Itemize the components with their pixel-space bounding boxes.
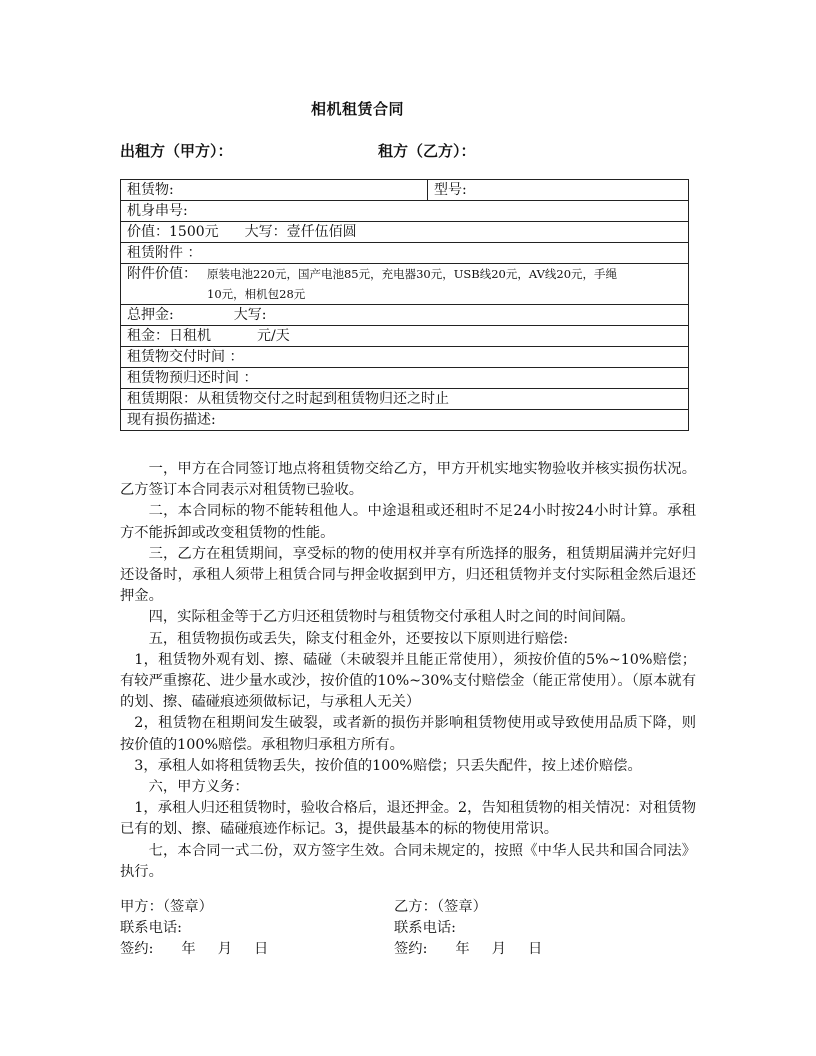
clause-4: 四，实际租金等于乙方归还租赁物时与租赁物交付承租人时之间的时间间隔。 <box>148 609 635 626</box>
clause-5-item-3: 3，承租人如将租赁物丢失，按价值的100%赔偿；只丢失配件，按上述价赔偿。 <box>134 757 642 774</box>
table-row <box>121 326 689 347</box>
month-label: 月 <box>217 941 233 957</box>
rent-unit: 元/天 <box>257 328 290 344</box>
model-cell <box>428 180 689 201</box>
party-b-sign-date <box>394 939 542 960</box>
day-label: 日 <box>528 941 543 957</box>
table-row <box>121 389 689 410</box>
clause-6-items: 1，承租人归还租赁物时，验收合格后，退还押金。2，告知租赁物的相关情况：对租赁物已有的划、擦、磕碰痕迹作标记。3，提供最基本的标的物使用常识。 <box>120 800 696 838</box>
party-b-label: 租方（乙方）： <box>378 142 476 160</box>
table-row <box>121 368 689 389</box>
rent-label: 租金：日租机 <box>127 328 211 344</box>
party-a-phone-label: 联系电话: <box>120 920 183 936</box>
table-row <box>121 201 689 222</box>
clause-7: 七，本合同一式二份，双方签字生效。合同未规定的，按照《中华人民共和国合同法》执行。 <box>120 842 696 880</box>
delivery-time-label: 租赁物交付时间 ： <box>127 349 244 365</box>
accessories-cell <box>121 243 689 264</box>
rental-item-label: 租赁物: <box>127 182 174 198</box>
period-cell <box>121 389 689 410</box>
value-caps: 大写：壹仟伍佰圆 <box>244 224 357 240</box>
clause-3: 三，乙方在租赁期间，享受标的物的使用权并享有所选择的服务，租赁期届满并完好归还设备时，承租人须带上租赁合同与押金收据到甲方，归还租赁物并支付实际租金然后退还押金。 <box>120 545 696 605</box>
party-a-sign-date <box>120 939 268 960</box>
signature-block-party-a <box>120 897 268 960</box>
serial-label: 机身串号: <box>127 203 188 219</box>
accessory-value-line2: 10元，相机包28元 <box>207 287 306 301</box>
deposit-caps-label: 大写: <box>233 307 267 323</box>
party-b-phone-label: 联系电话: <box>394 920 457 936</box>
table-row <box>121 305 689 326</box>
sign-label: 签约: <box>394 941 428 957</box>
year-label: 年 <box>181 941 196 957</box>
day-label: 日 <box>254 941 269 957</box>
clause-5-item-2: 2，租赁物在租期间发生破裂，或者新的损伤并影响租赁物使用或导致使用品质下降，则按价值的100%赔偿。承租物归承租方所有。 <box>120 715 696 753</box>
month-label: 月 <box>491 941 507 957</box>
party-a-signature-label: 甲方：（签章） <box>120 899 213 915</box>
clause-6: 六，甲方义务： <box>148 779 249 796</box>
serial-cell <box>121 201 689 222</box>
accessory-value-text <box>207 264 682 304</box>
rental-item-cell <box>121 180 428 201</box>
accessory-value-label: 附件价值： <box>127 266 197 282</box>
accessory-value-line1: 原装电池220元，国产电池85元，充电器30元，USB线20元，AV线20元，手绳 <box>207 267 618 281</box>
value-cell <box>121 222 689 243</box>
rental-info-table <box>120 179 689 431</box>
deposit-cell <box>121 305 689 326</box>
clause-5-item-1: 1，租赁物外观有划、擦、磕碰（未破裂并且能正常使用），须按价值的5%~10%赔偿；有较严重擦花、进少量水或沙，按价值的10%~30%支付赔偿金（能正常使用）。（原本就有的划、擦、磕碰痕迹须做标记，与承租人无关） <box>120 651 696 711</box>
accessories-label: 租赁附件 ： <box>127 245 202 261</box>
delivery-time-cell <box>121 347 689 368</box>
table-row <box>121 180 689 201</box>
clause-5: 五，租赁物损伤或丢失，除支付租金外，还要按以下原则进行赔偿: <box>148 630 569 647</box>
party-a-label: 出租方（甲方）： <box>120 142 233 160</box>
rent-cell <box>121 326 689 347</box>
accessory-value-cell <box>121 264 689 305</box>
return-time-cell <box>121 368 689 389</box>
table-row <box>121 222 689 243</box>
deposit-label: 总押金: <box>127 307 174 323</box>
table-row <box>121 347 689 368</box>
signature-block-party-b <box>394 897 542 960</box>
damage-label: 现有损伤描述: <box>127 412 216 428</box>
year-label: 年 <box>455 941 470 957</box>
period-label: 租赁期限：从租赁物交付之时起到租赁物归还之时止 <box>127 391 449 407</box>
party-b-signature-label: 乙方：（签章） <box>394 899 487 915</box>
table-row <box>121 410 689 431</box>
sign-label: 签约: <box>120 941 154 957</box>
clause-1: 一，甲方在合同签订地点将租赁物交给乙方，甲方开机实地实物验收并核实损伤状况。乙方签订本合同表示对租赁物已验收。 <box>120 461 696 499</box>
table-row <box>121 264 689 305</box>
clause-2: 二，本合同标的物不能转租他人。中途退租或还租时不足24小时按24小时计算。承租方不能拆卸或改变租赁物的性能。 <box>120 503 696 541</box>
damage-cell <box>121 410 689 431</box>
model-label: 型号: <box>434 182 467 198</box>
return-time-label: 租赁物预归还时间 ： <box>127 370 258 386</box>
page-title: 相机租赁合同 <box>311 100 405 118</box>
value-label: 价值：1500元 <box>127 224 219 240</box>
table-row <box>121 243 689 264</box>
contract-clauses <box>120 459 696 883</box>
